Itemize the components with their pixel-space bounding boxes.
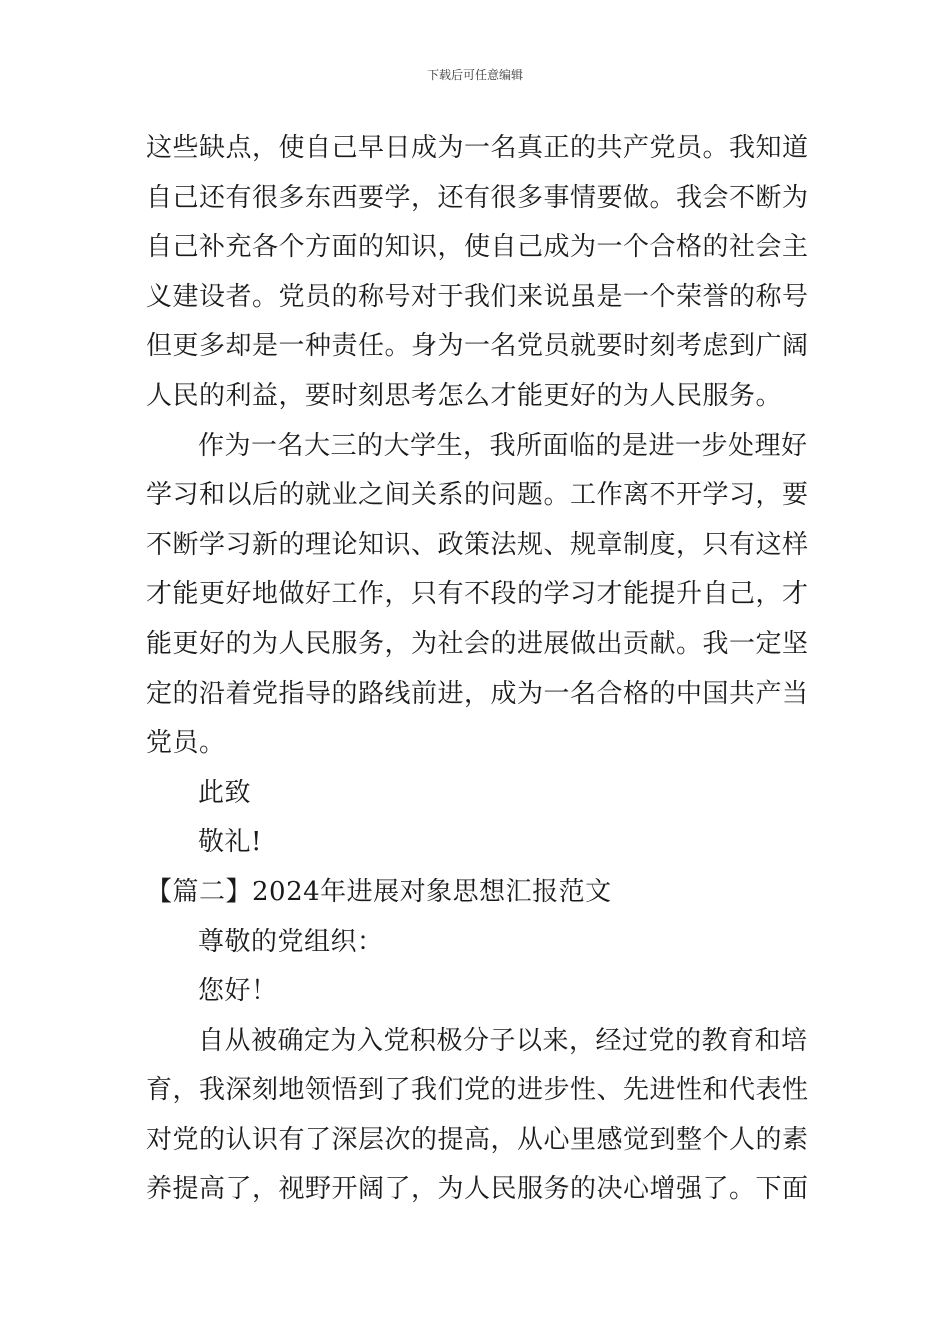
letter-hello: 您好！ <box>198 976 278 1007</box>
text-line: 育，我深刻地领悟到了我们党的进步性、先进性和代表性 <box>146 1075 809 1106</box>
text-line: 能更好的为人民服务，为社会的进展做出贡献。我一定坚 <box>146 628 809 659</box>
closing-regards: 敬礼! <box>198 827 262 858</box>
section-heading: 【篇二】2024年进展对象思想汇报范文 <box>146 876 612 907</box>
text-line: 自己还有很多东西要学，还有很多事情要做。我会不断为 <box>146 182 809 213</box>
text-line: 定的沿着党指导的路线前进，成为一名合格的中国共产当 <box>146 678 809 709</box>
text-line: 对党的认识有了深层次的提高，从心里感觉到整个人的素 <box>146 1124 809 1155</box>
text-line: 但更多却是一种责任。身为一名党员就要时刻考虑到广阔 <box>146 331 809 362</box>
text-line: 自从被确定为入党积极分子以来，经过党的教育和培 <box>198 1025 808 1056</box>
document-body <box>146 124 808 1215</box>
text-line: 这些缺点，使自己早日成为一名真正的共产党员。我知道 <box>146 133 809 163</box>
text-line: 不断学习新的理论知识、政策法规、规章制度，只有这样 <box>146 529 809 560</box>
letter-greeting: 尊敬的党组织： <box>198 926 384 957</box>
text-line: 自己补充各个方面的知识，使自己成为一个合格的社会主 <box>146 232 809 263</box>
text-line: 作为一名大三的大学生，我所面临的是进一步处理好 <box>198 430 808 461</box>
closing-salutation: 此致 <box>198 777 252 808</box>
text-line: 才能更好地做好工作，只有不段的学习才能提升自己，才 <box>146 579 809 610</box>
text-line: 学习和以后的就业之间关系的问题。工作离不开学习，要 <box>146 480 809 511</box>
text-line: 人民的利益，要时刻思考怎么才能更好的为人民服务。 <box>146 380 783 411</box>
text-line: 党员。 <box>146 728 226 759</box>
text-line: 义建设者。党员的称号对于我们来说虽是一个荣誉的称号 <box>146 281 809 312</box>
text-line: 养提高了，视野开阔了，为人民服务的决心增强了。下面 <box>146 1174 809 1205</box>
page-header: 下载后可任意编辑 <box>426 68 523 82</box>
